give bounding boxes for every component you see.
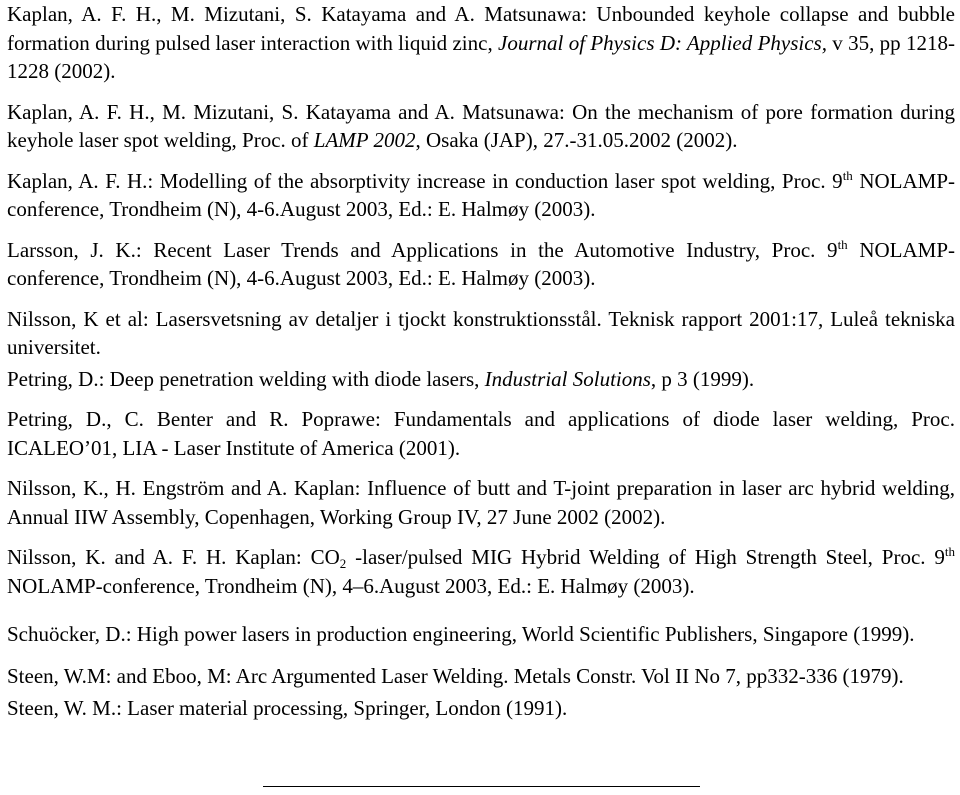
reference-text: , p 3 (1999).: [650, 366, 755, 391]
reference-text: NOLAMP-conference, Trondheim (N), 4–6.August 2003, Ed.: E. Halmøy (2003).: [7, 573, 695, 598]
reference-text: Steen, W.M: and Eboo, M: Arc Argumented Laser Welding. Metals Constr. Vol II No 7, pp332-336 (1979).: [7, 664, 904, 688]
reference-entry: [7, 662, 955, 691]
reference-text: Kaplan, A. F. H.: Modelling of the absorptivity increase in conduction laser spot welding, Proc. 9: [7, 168, 843, 193]
reference-entry: [7, 694, 955, 723]
reference-text: NOLAMP-conference, Trondheim (N), 4-6.August 2003, Ed.: E. Halmøy (2003).: [7, 237, 955, 290]
reference-entry: [7, 167, 955, 224]
reference-text: Kaplan, A. F. H., M. Mizutani, S. Katayama and A. Matsunawa: On the mechanism of pore formation during keyhole laser spot welding, Proc. of: [7, 99, 955, 152]
italic-title: LAMP 2002: [313, 128, 416, 152]
reference-entry: [7, 474, 955, 531]
superscript: th: [837, 236, 848, 252]
superscript: th: [944, 544, 956, 559]
reference-text: Larsson, J. K.: Recent Laser Trends and Applications in the Automotive Industry, Proc. 9: [7, 237, 838, 262]
reference-text: Petring, D., C. Benter and R. Poprawe: Fundamentals and applications of diode laser welding, Proc. ICALEO’01, LIA - Laser Institute of America (2001).: [7, 407, 955, 460]
italic-title: Industrial Solutions: [484, 366, 651, 391]
reference-entry: [7, 98, 955, 155]
reference-text: Schuöcker, D.: High power lasers in production engineering, World Scientific Publishers, Singapore (1999).: [7, 622, 915, 646]
reference-text: Nilsson, K. and A. F. H. Kaplan: CO: [7, 545, 340, 569]
reference-entry: [7, 365, 955, 394]
reference-text: Steen, W. M.: Laser material processing, Springer, London (1991).: [7, 695, 568, 720]
reference-entry: [7, 618, 955, 650]
reference-text: Nilsson, K., H. Engström and A. Kaplan: Influence of butt and T-joint preparation in laser arc hybrid welding, Annual IIW Assembly, Copenhagen, Working Group IV, 27 June 2002 (2002).: [7, 476, 955, 529]
reference-text: NOLAMP-conference, Trondheim (N), 4-6.August 2003, Ed.: E. Halmøy (2003).: [7, 168, 956, 221]
reference-entry: [7, 405, 955, 462]
italic-title: Journal of Physics D: Applied Physics,: [498, 30, 827, 55]
reference-text: -laser/pulsed MIG Hybrid Welding of High Strength Steel, Proc. 9: [346, 545, 945, 569]
reference-entry: [7, 0, 955, 86]
reference-text: , Osaka (JAP), 27.-31.05.2002 (2002).: [415, 128, 738, 152]
superscript: th: [842, 167, 853, 183]
reference-entry: [7, 305, 955, 362]
reference-list: [7, 0, 955, 722]
reference-entry: [7, 236, 955, 293]
reference-text: Kaplan, A. F. H., M. Mizutani, S. Katayama and A. Matsunawa: Unbounded keyhole collapse and bubble formation during pulsed laser interaction with liquid zinc,: [7, 2, 955, 55]
reference-entry: [7, 543, 955, 600]
reference-text: Nilsson, K et al: Lasersvetsning av detaljer i tjockt konstruktionsstål. Teknisk rapport 2001:17, Luleå tekniska universitet.: [7, 306, 955, 359]
reference-text: Petring, D.: Deep penetration welding with diode lasers,: [7, 366, 485, 391]
reference-text: v 35, pp 1218-1228 (2002).: [7, 30, 955, 83]
footnote-separator-line: [263, 786, 700, 787]
subscript: 2: [339, 556, 347, 571]
